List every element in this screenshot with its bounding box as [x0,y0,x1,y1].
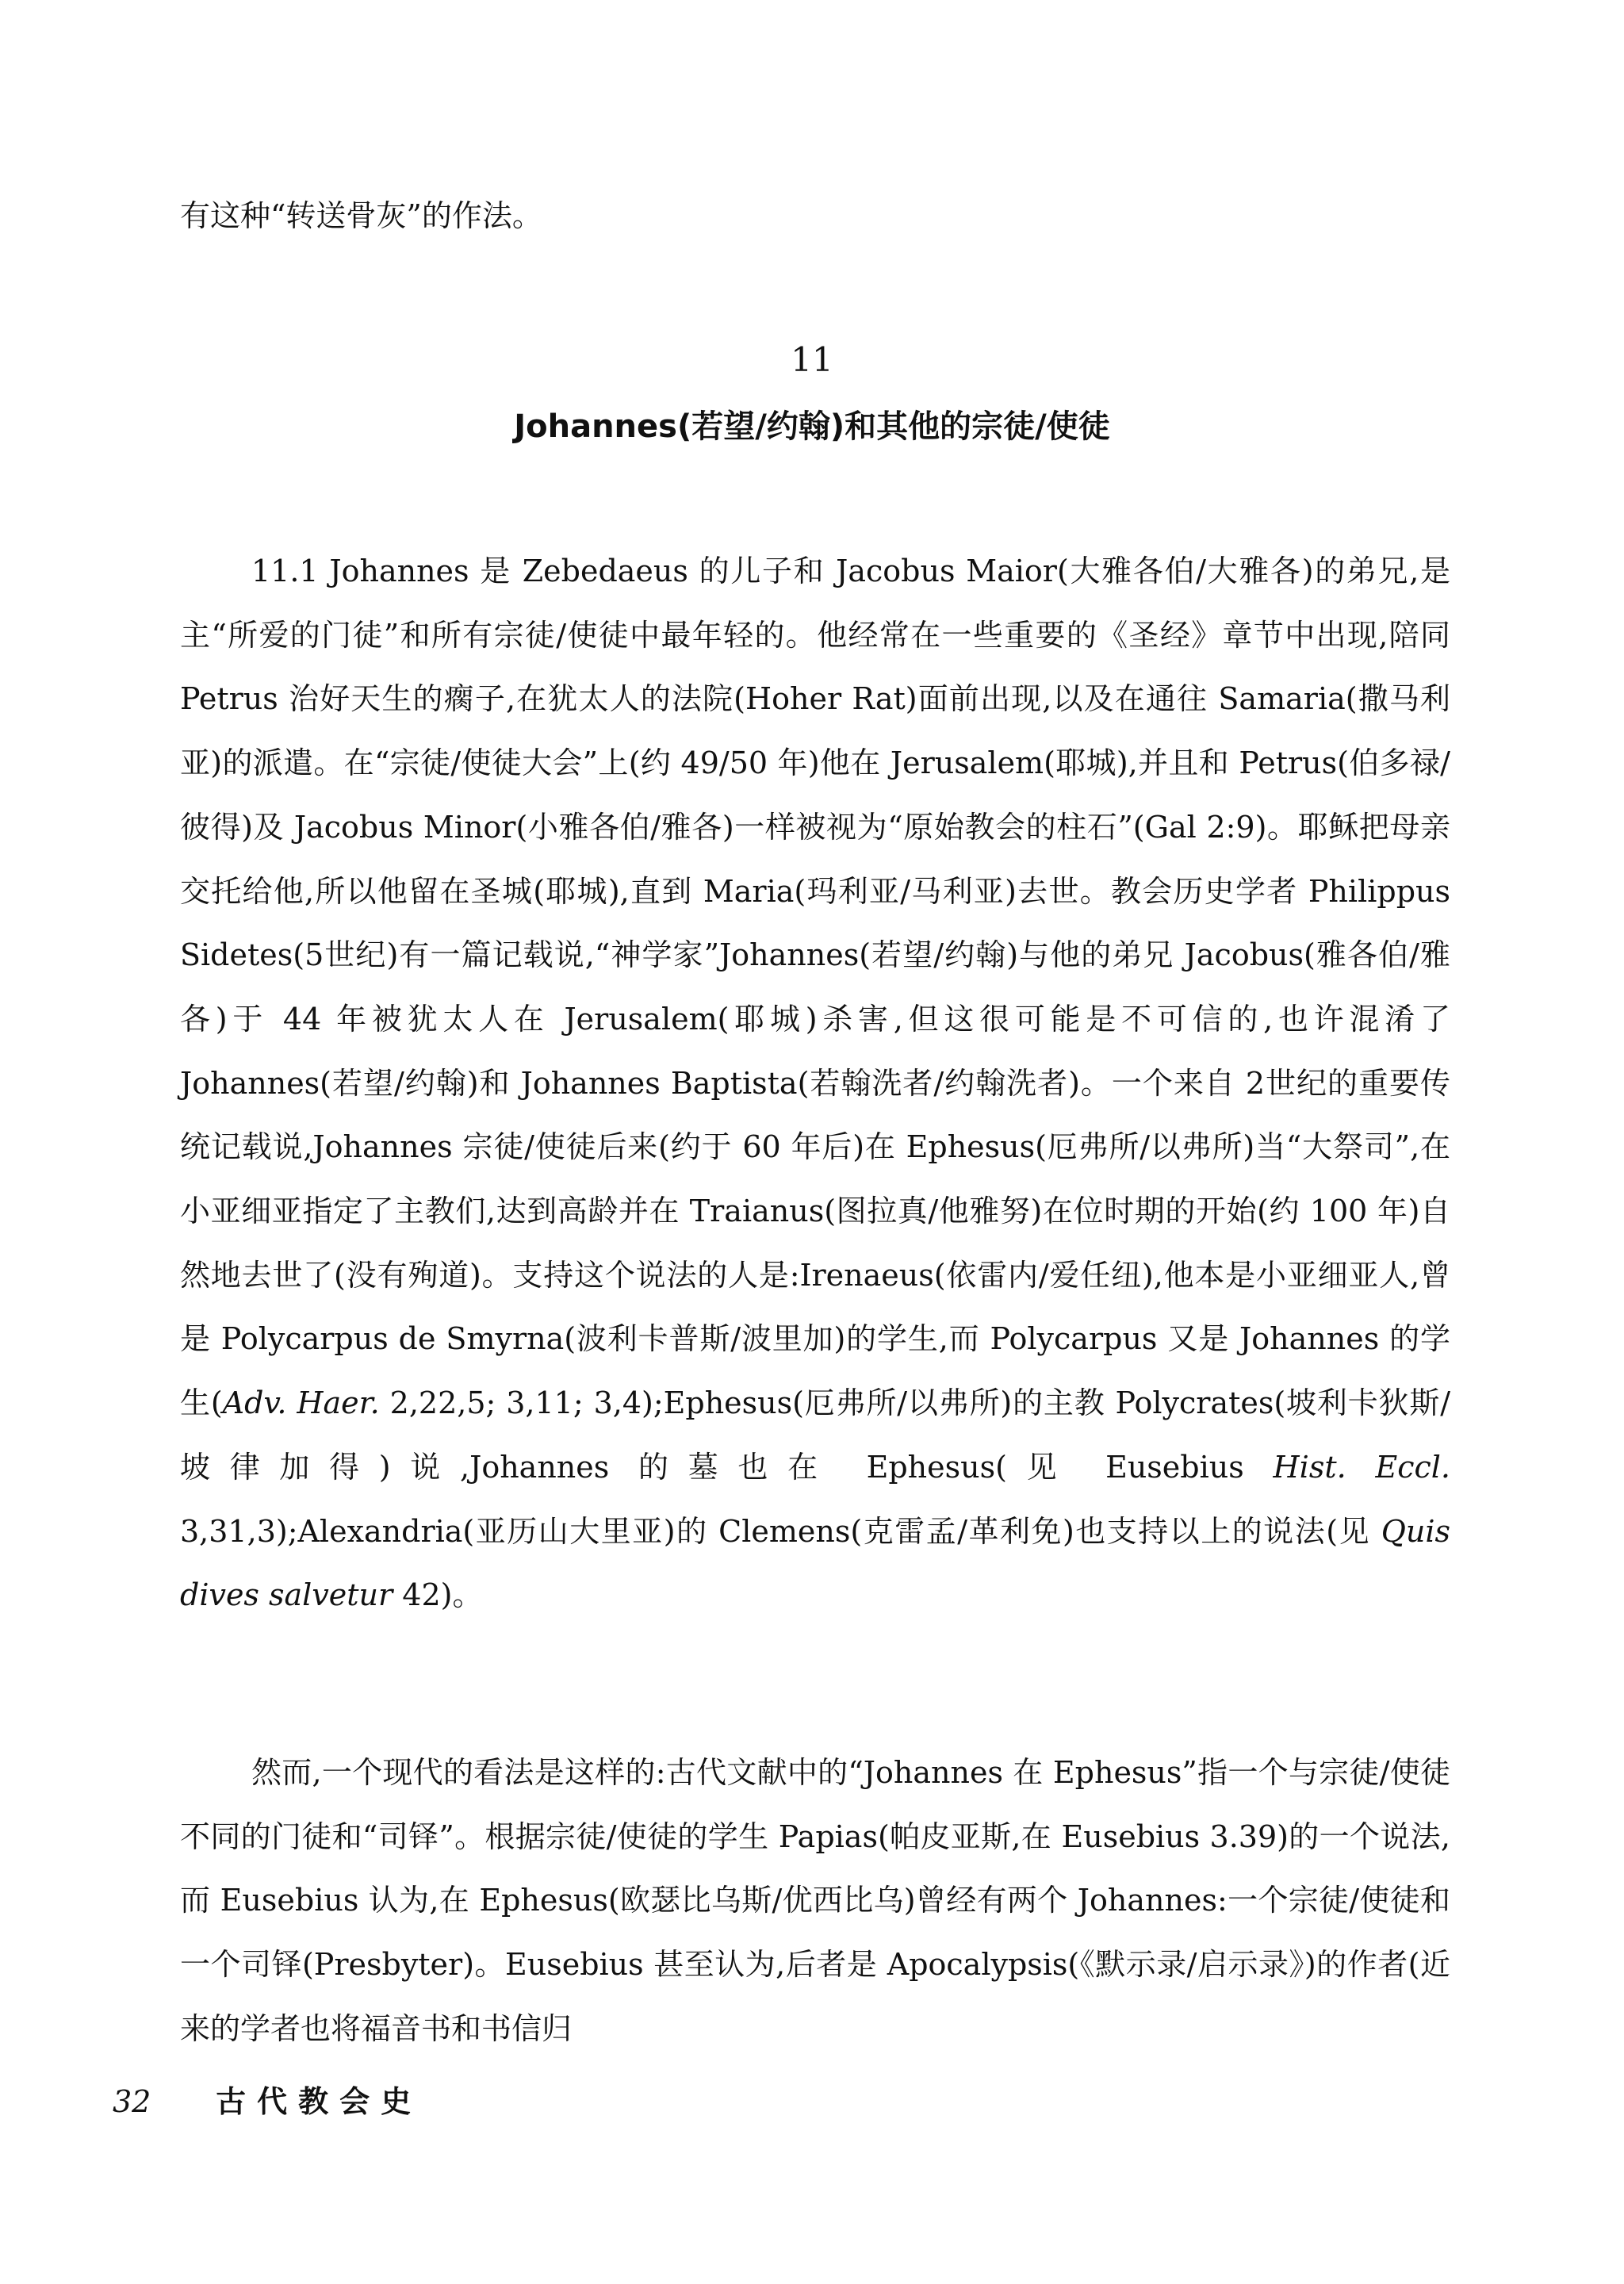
chapter-number: 11 [791,340,833,379]
chapter-title: Johannes(若望/约翰)和其他的宗徒/使徒 [514,408,1110,445]
page-footer [113,2078,422,2125]
paragraph-text-part-two: 2,22,5; 3,11; 3,4);Ephesus(厄弗所/以弗所)的主教 Polycrates(坡利卡狄斯/坡律加得)说,Johannes 的墓也在 Ephesus(见 Eusebius [180,1385,1451,1485]
citation-adv-haer: Adv. Haer. [222,1385,380,1421]
paragraph-text-part-three: 3,31,3);Alexandria(亚历山大里亚)的 Clemens(克雷孟/革利免)也支持以上的说法(见 [180,1513,1381,1549]
paragraph-text-part-four: 42)。 [393,1577,483,1613]
citation-quis-dives-salvetur: Quis dives salvetur [180,1513,1450,1613]
intro-line: 有这种“转送骨灰”的作法。 [180,198,542,233]
paragraph-text-part-one: 11.1 Johannes 是 Zebedaeus 的儿子和 Jacobus Maior(大雅各伯/大雅各)的弟兄,是主“所爱的门徒”和所有宗徒/使徒中最年轻的。他经常在一些重要的《圣经》章节中出现,陪同 Petrus 治好天生的瘸子,在犹太人的法院(Hoher Rat)面前出现,以及在通往 Samaria(撒马利亚)的派遣。在“宗徒/使徒大会”上(约 49/50 年)他在 Jerusalem(耶城),并且和 Petrus(伯多禄/彼得)及 Jacobus Minor(小雅各伯/雅各)一样被视为“原始教会的柱石”(Gal 2:9)。耶稣把母亲交托给他,所以他留在圣城(耶城),直到 Maria(玛利亚/马利亚)去世。教会历史学者 Philippus Sidetes(5世纪)有一篇记载说,“神学家”Johannes(若望/约翰)与他的弟兄 Jacobus(雅各伯/雅各)于 44 年被犹太人在 Jerusalem(耶城)杀害,但这很可能是不可信的,也许混淆了 Johannes(若望/约翰)和 Johannes Baptista(若翰洗者/约翰洗者)。一个来自 2世纪的重要传统记载说,Johannes 宗徒/使徒后来(约于 60 年后)在 Ephesus(厄弗所/以弗所)当“大祭司”,在小亚细亚指定了主教们,达到高龄并在 Traianus(图拉真/他雅努)在位时期的开始(约 100 年)自然地去世了(没有殉道)。支持这个说法的人是:Irenaeus(依雷内/爱任纽),他本是小亚细亚人,曾是 Polycarpus de Smyrna(波利卡普斯/波里加)的学生,而 Polycarpus 又是 Johannes 的学生( [180,554,1450,1421]
body-paragraph-two: 然而,一个现代的看法是这样的:古代文献中的“Johannes 在 Ephesus”指一个与宗徒/使徒不同的门徒和“司铎”。根据宗徒/使徒的学生 Papias(帕皮亚斯,在 Eusebius 3.39)的一个说法,而 Eusebius 认为,在 Ephesus(欧瑟比乌斯/优西比乌)曾经有两个 Johannes:一个宗徒/使徒和一个司铎(Presbyter)。Eusebius 甚至认为,后者是 Apocalypsis(《默示录/启示录》)的作者(近来的学者也将福音书和书信归 [180,1755,1450,2046]
page-number: 32 [113,2084,151,2119]
body-paragraph-one [180,539,1450,1627]
running-title: 古代教会史 [216,2084,423,2119]
citation-hist-eccl: Hist. Eccl. [1273,1449,1450,1485]
